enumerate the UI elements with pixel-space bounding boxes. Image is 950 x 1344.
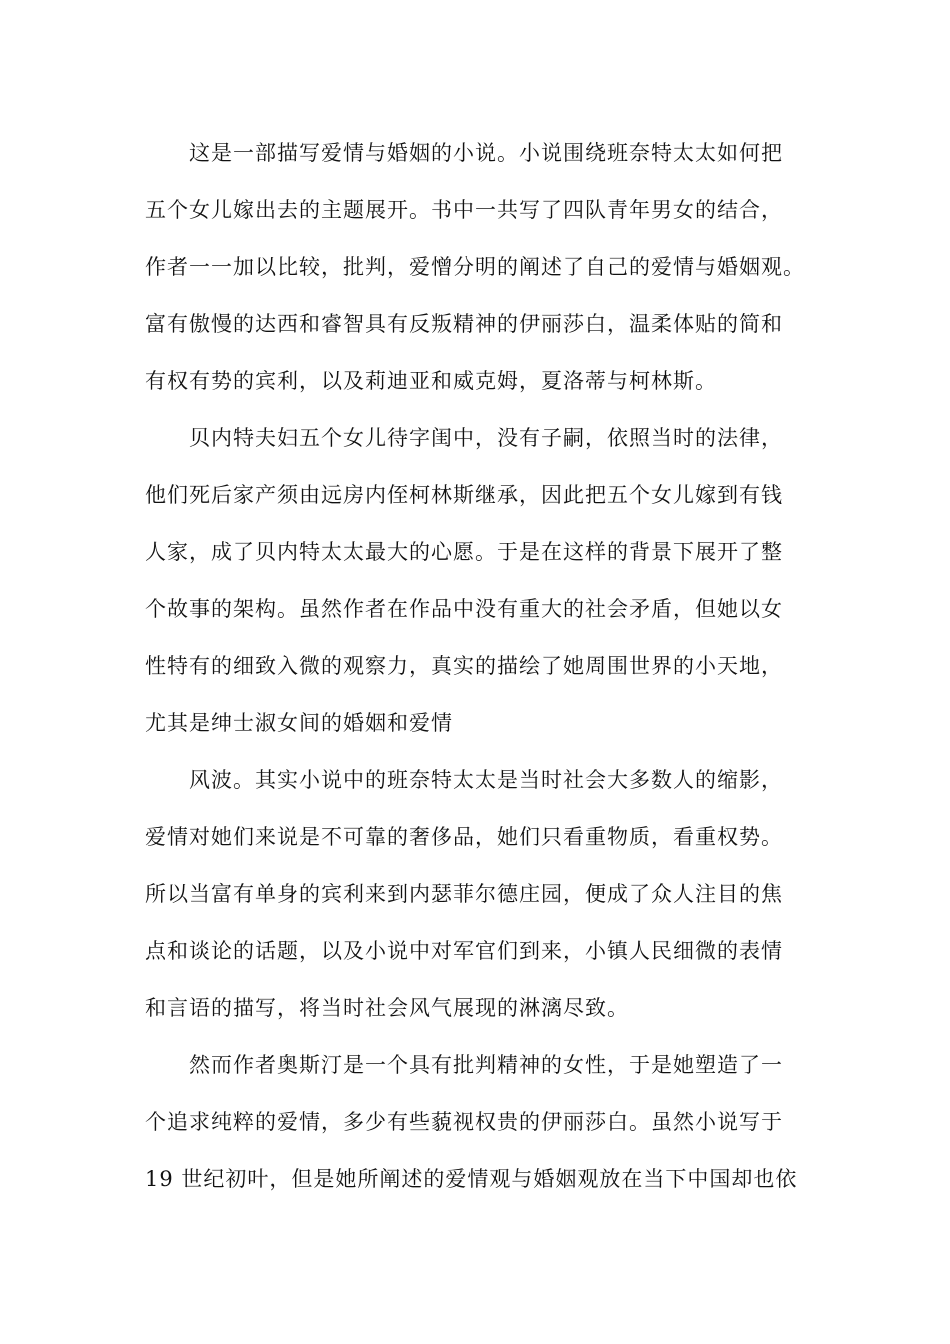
text-line: 然而作者奥斯汀是一个具有批判精神的女性，于是她塑造了一	[189, 1053, 783, 1077]
text-line: 富有傲慢的达西和睿智具有反叛精神的伊丽莎白，温柔体贴的简和	[145, 312, 783, 336]
text-line: 爱情对她们来说是不可靠的奢侈品，她们只看重物质，看重权势。	[145, 825, 783, 849]
text-line: 他们死后家产须由远房内侄柯林斯继承，因此把五个女儿嫁到有钱	[145, 483, 783, 507]
text-line: 所以当富有单身的宾利来到内瑟菲尔德庄园，便成了众人注目的焦	[145, 882, 783, 906]
text-line: 贝内特夫妇五个女儿待字闺中，没有子嗣，依照当时的法律，	[189, 426, 783, 450]
text-line: 个追求纯粹的爱情，多少有些藐视权贵的伊丽莎白。虽然小说写于	[145, 1110, 783, 1134]
text-line: 和言语的描写，将当时社会风气展现的淋漓尽致。	[145, 996, 629, 1020]
text-line: 性特有的细致入微的观察力，真实的描绘了她周围世界的小天地，	[145, 654, 783, 678]
document-body	[145, 130, 805, 1213]
text-line: 有权有势的宾利，以及莉迪亚和威克姆，夏洛蒂与柯林斯。	[145, 369, 717, 393]
text-line: 19 世纪初叶，但是她所阐述的爱情观与婚姻观放在当下中国却也依	[145, 1167, 798, 1191]
text-line: 人家，成了贝内特太太最大的心愿。于是在这样的背景下展开了整	[145, 540, 783, 564]
text-line: 个故事的架构。虽然作者在作品中没有重大的社会矛盾，但她以女	[145, 597, 783, 621]
text-line: 这是一部描写爱情与婚姻的小说。小说围绕班奈特太太如何把	[189, 141, 783, 165]
text-line: 风波。其实小说中的班奈特太太是当时社会大多数人的缩影，	[189, 768, 783, 792]
text-line: 五个女儿嫁出去的主题展开。书中一共写了四队青年男女的结合，	[145, 198, 783, 222]
text-line: 尤其是绅士淑女间的婚姻和爱情	[145, 711, 453, 735]
text-line: 作者一一加以比较，批判，爱憎分明的阐述了自己的爱情与婚姻观。	[145, 255, 805, 279]
text-line: 点和谈论的话题，以及小说中对军官们到来，小镇人民细微的表情	[145, 939, 783, 963]
